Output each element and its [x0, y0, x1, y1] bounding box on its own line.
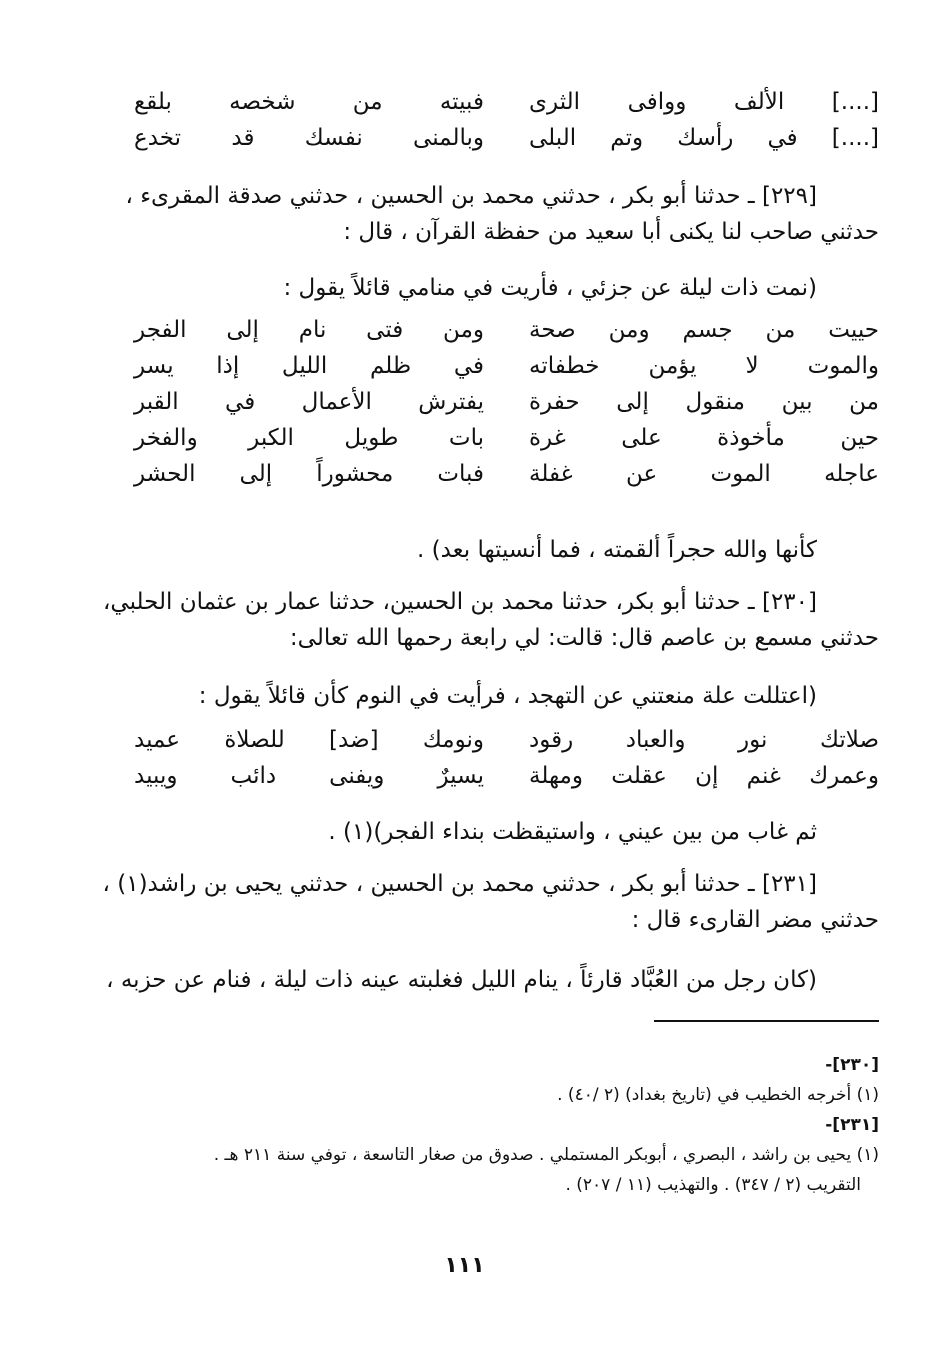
- verses-229: [134, 312, 879, 492]
- verse-line: [134, 722, 879, 758]
- narration-text-line: كأنها والله حجراً ألقمته ، فما أنسيتها بعد) .: [416, 537, 817, 563]
- verse-second-hemistich: بات طويل الكبر والفخر: [134, 425, 484, 451]
- verse-second-hemistich: يفترش الأعمال في القبر: [134, 389, 484, 415]
- narration-230: [103, 584, 879, 656]
- narration-text-line: حدثني صاحب لنا يكنى أبا سعيد من حفظة القرآن ، قال :: [343, 219, 879, 245]
- verse-first-hemistich: من بين منقول إلى حفرة: [529, 389, 879, 415]
- narration-230-quote: [134, 678, 879, 714]
- verse-first-hemistich: [....] الألف ووافى الثرى: [529, 89, 879, 115]
- verse-first-hemistich: [....] في رأسك وتم البلى: [529, 125, 879, 151]
- verse-first-hemistich: حين مأخوذة على غرة: [529, 425, 879, 451]
- footnote-text: التقريب (٢ / ٣٤٧) . والتهذيب (١١ / ٢٠٧) .: [565, 1175, 861, 1195]
- narration-heading: [٢٣٠] ـ حدثنا أبو بكر، حدثنا محمد بن الحسين، حدثنا عمار بن عثمان الحلبي،: [103, 589, 817, 615]
- narration-231: [102, 866, 879, 938]
- verse-second-hemistich: ونومك [ضد] للصلاة عميد: [134, 727, 484, 753]
- footnote-separator: [654, 1020, 879, 1022]
- footnote-reference: [٢٣١]-: [825, 1115, 879, 1135]
- verse-line: [134, 348, 879, 384]
- narration-heading: [٢٣١] ـ حدثنا أبو بكر ، حدثني محمد بن الحسين ، حدثني يحيى بن راشد(١) ،: [102, 871, 817, 897]
- narration-text-line: (نمت ذات ليلة عن جزئي ، فأريت في منامي قائلاً يقول :: [283, 275, 817, 301]
- verse-first-hemistich: عاجله الموت عن غفلة: [529, 461, 879, 487]
- footnotes: [134, 1050, 879, 1200]
- verse-first-hemistich: وعمرك غنم إن عقلت ومهلة: [529, 763, 879, 789]
- verse-line: [134, 384, 879, 420]
- narration-229-quote: [134, 270, 879, 306]
- verse-line: [134, 120, 879, 156]
- narration-231-quote: [106, 962, 879, 998]
- narration-229-closing: [134, 532, 879, 568]
- verse-second-hemistich: وبالمنى نفسك قد تخدع: [134, 125, 484, 151]
- verse-first-hemistich: والموت لا يؤمن خطفاته: [529, 353, 879, 379]
- narration-229: [125, 178, 879, 250]
- verse-first-hemistich: حييت من جسم ومن صحة: [529, 317, 879, 343]
- verse-line: [134, 758, 879, 794]
- verses-top: [134, 84, 879, 156]
- verse-line: [134, 456, 879, 492]
- verse-first-hemistich: صلاتك نور والعباد رقود: [529, 727, 879, 753]
- narration-heading: [٢٢٩] ـ حدثنا أبو بكر ، حدثني محمد بن الحسين ، حدثني صدقة المقرىء ،: [125, 183, 817, 209]
- verse-second-hemistich: فبات محشوراً إلى الحشر: [134, 461, 484, 487]
- footnote-text: (١) يحيى بن راشد ، البصري ، أبوبكر المستملي . صدوق من صغار التاسعة ، توفي سنة ٢١١ هـ .: [213, 1145, 879, 1165]
- narration-text-line: ثم غاب من بين عيني ، واستيقظت بنداء الفجر)(١) .: [328, 819, 817, 845]
- verse-line: [134, 420, 879, 456]
- footnote-text: (١) أخرجه الخطيب في (تاريخ بغداد) (٢ /٤٠) .: [557, 1085, 879, 1105]
- verse-line: [134, 312, 879, 348]
- verse-second-hemistich: ومن فتى نام إلى الفجر: [134, 317, 484, 343]
- narration-text-line: (اعتللت علة منعتني عن التهجد ، فرأيت في النوم كأن قائلاً يقول :: [198, 683, 817, 709]
- verse-line: [134, 84, 879, 120]
- verses-230: [134, 722, 879, 794]
- narration-text-line: حدثني مسمع بن عاصم قال: قالت: لي رابعة رحمها الله تعالى:: [289, 625, 879, 651]
- narration-text-line: (كان رجل من العُبَّاد قارئاً ، ينام الليل فغلبته عينه ذات ليلة ، فنام عن حزبه ،: [106, 967, 817, 993]
- verse-second-hemistich: في ظلم الليل إذا يسر: [134, 353, 484, 379]
- footnote-reference: [٢٣٠]-: [825, 1055, 879, 1075]
- narration-230-closing: [134, 814, 879, 850]
- page-number: ١١١: [444, 1253, 485, 1278]
- narration-text-line: حدثني مضر القارىء قال :: [631, 907, 879, 933]
- verse-second-hemistich: يسيرٌ ويفنى دائب ويبيد: [134, 763, 484, 789]
- verse-second-hemistich: فبيته من شخصه بلقع: [134, 89, 484, 115]
